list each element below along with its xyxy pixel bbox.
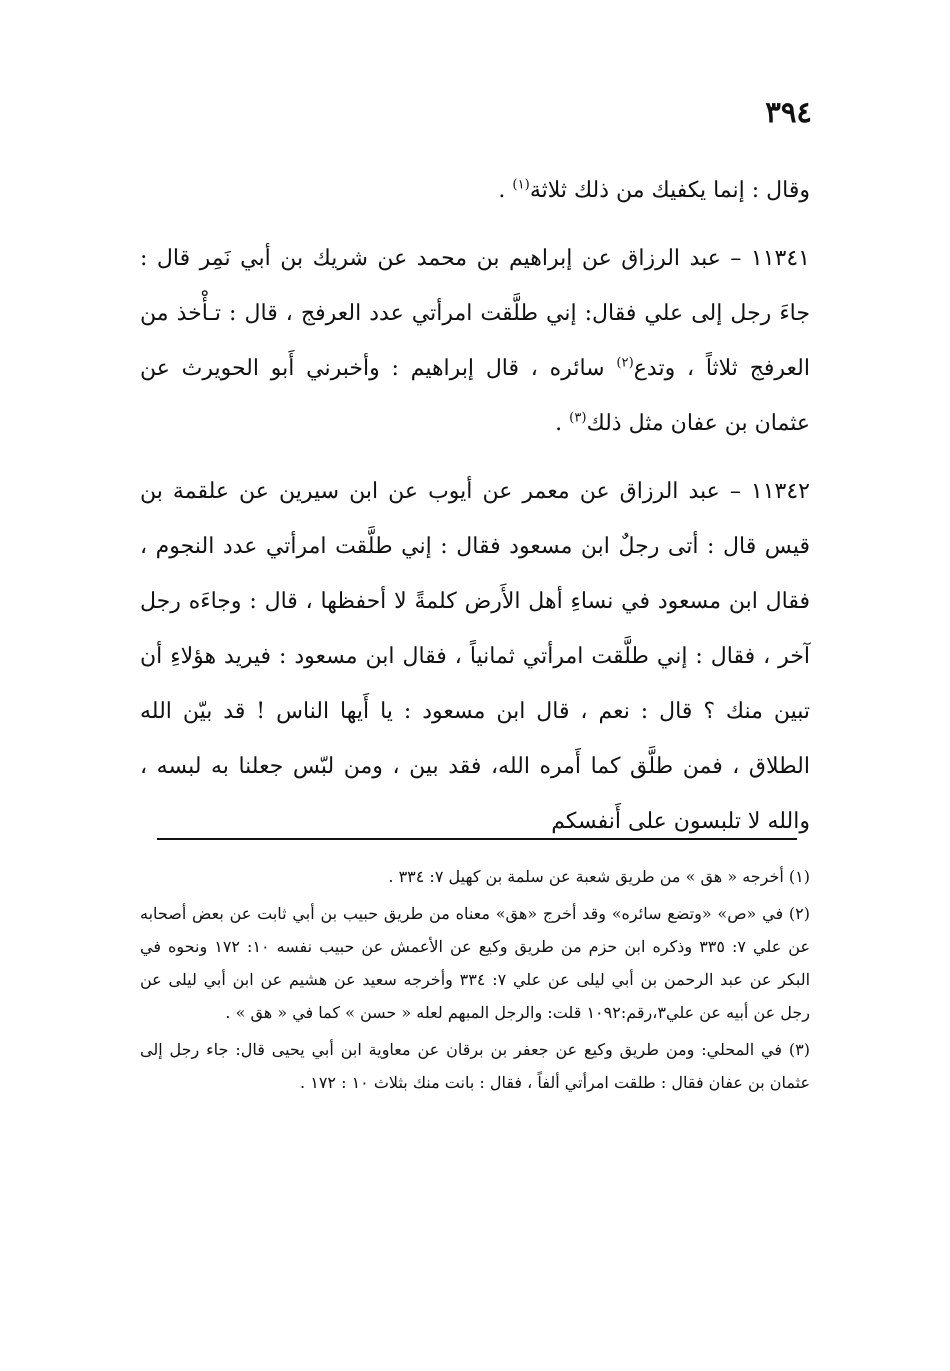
hadith-11341-part-b: سائره ، قال إبراهيم : وأخبرني أَبو الحويرث عن عثمان بن عفان مثل ذلك: [140, 356, 810, 436]
hadith-11341-part-a: ١١٣٤١ – عبد الرزاق عن إبراهيم بن محمد عن شريك بن أبي نَمِر قال : جاءَ رجل إلى علي فقال: إني طلَّقت امرأتي عدد العرفج ، قال : تـأْخذ من العرفج ثلاثاً ، وتدع: [140, 246, 810, 381]
footnote-ref-1: (١): [512, 177, 530, 193]
footnote-1: (١) أخرجه « هق » من طريق شعبة عن سلمة بن كهيل ٧: ٣٣٤ .: [388, 867, 810, 886]
footnote-ref-3: (٣): [569, 410, 587, 426]
intro-end: .: [498, 178, 513, 203]
footnotes: [140, 860, 810, 1099]
hadith-11341-end: .: [555, 411, 570, 436]
page-number: ٣٩٤: [765, 95, 812, 129]
intro-text: وقال : إنما يكفيك من ذلك ثلاثة: [529, 178, 810, 203]
hadith-11341: [140, 231, 810, 451]
hadith-11342: ١١٣٤٢ – عبد الرزاق عن معمر عن أيوب عن ابن سيرين عن علقمة بن قيس قال : أتى رجلٌ ابن مسعود فقال : إني طلَّقت امرأتي عدد النجوم ، فقال ابن مسعود في نساءِ أهل الأَرض كلمةً لا أحفظها ، قال : وجاءَه رجل آخر ، فقال : إني طلَّقت امرأتي ثمانياً ، فقال ابن مسعود : فيريد هؤلاءِ أن تبين منك ؟ قال : نعم ، قال ابن مسعود : يا أَيها الناس ! قد بيّن الله الطلاق ، فمن طلَّق كما أَمره الله، فقد بين ، ومن لبّس جعلنا به لبسه ، والله لا تلبسون على أَنفسكم: [140, 479, 810, 834]
footnote-3: (٣) في المحلي: ومن طريق وكيع عن جعفر بن برقان عن معاوية ابن أبي يحيى قال: جاء رجل إلى عثمان بن عفان فقال : طلقت امرأتي ألفاً ، فقال : بانت منك بثلاث ١٠ : ١٧٢ .: [140, 1040, 810, 1092]
footnote-divider: [157, 838, 797, 840]
footnote-ref-2: (٢): [616, 355, 634, 371]
intro-paragraph: [140, 163, 810, 218]
footnote-2: (٢) في «ص» «وتضع سائره» وقد أخرج «هق» معناه من طريق حبيب بن أبي ثابت عن بعض أصحابه عن علي ٧: ٣٣٥ وذكره ابن حزم من طريق وكيع عن الأعمش عن حبيب نفسه ١٠: ١٧٢ ونحوه في البكر عن عبد الرحمن بن أبي ليلى عن علي ٧: ٣٣٤ وأخرجه سعيد عن هشيم عن ابن أبي ليلى عن رجل عن أبيه عن علي٣،رقم:١٠٩٢ قلت: والرجل المبهم لعله « حسن » كما في « هق » .: [140, 904, 811, 1022]
main-text: [140, 163, 810, 849]
